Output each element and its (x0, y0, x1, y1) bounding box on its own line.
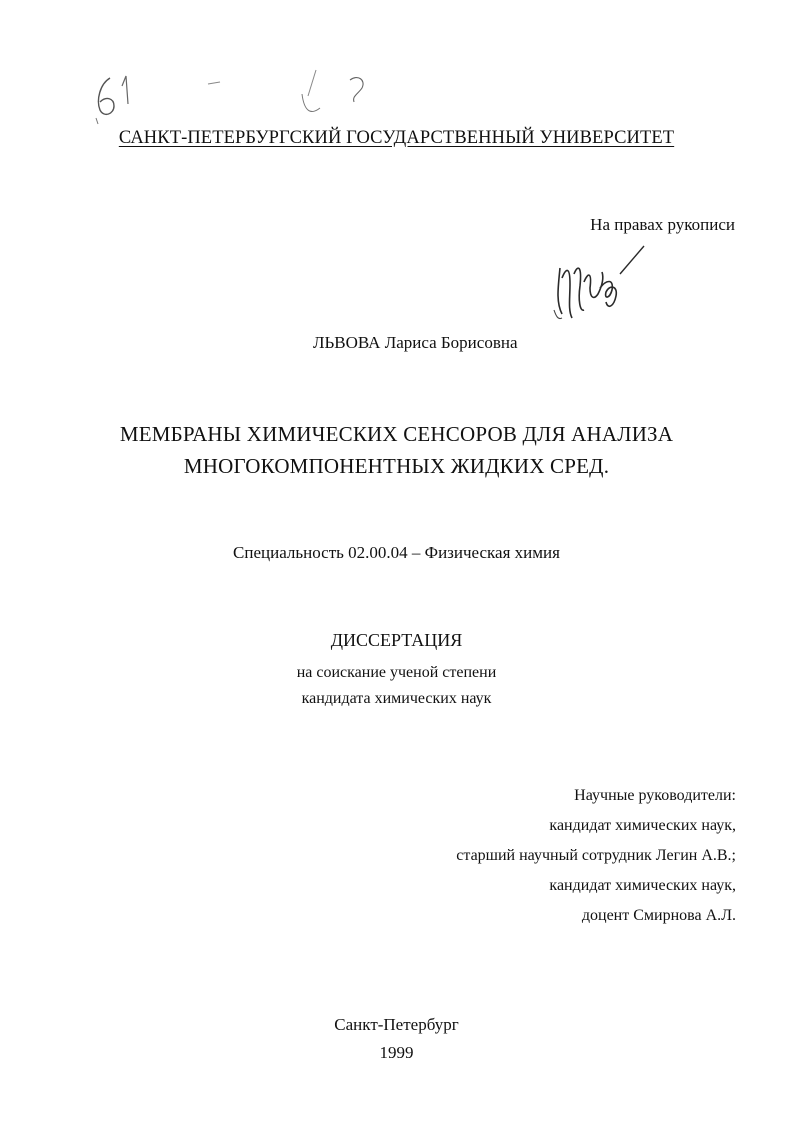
place-and-year (0, 1011, 793, 1067)
dissertation-title (0, 418, 793, 482)
supervisors-line: старший научный сотрудник Легин А.В.; (456, 847, 736, 864)
work-type-heading: ДИССЕРТАЦИЯ (330, 630, 463, 650)
degree-description (0, 660, 793, 712)
university-name: САНКТ-ПЕТЕРБУРГСКИЙ ГОСУДАРСТВЕННЫЙ УНИВЕРСИТЕТ (118, 128, 675, 148)
title-line: МНОГОКОМПОНЕНТНЫХ ЖИДКИХ СРЕД. (183, 454, 610, 478)
degree-line: кандидата химических наук (301, 690, 492, 707)
city: Санкт-Петербург (334, 1015, 459, 1034)
supervisors-line: кандидат химических наук, (549, 877, 736, 894)
archive-handwritten-mark (88, 66, 378, 136)
author-name: ЛЬВОВА Лариса Борисовна (313, 333, 518, 352)
specialty: Специальность 02.00.04 – Физическая химия (233, 543, 560, 562)
year: 1999 (379, 1043, 414, 1062)
supervisors-line: доцент Смирнова А.Л. (581, 907, 736, 924)
title-line: МЕМБРАНЫ ХИМИЧЕСКИХ СЕНСОРОВ ДЛЯ АНАЛИЗА (119, 422, 674, 446)
supervisors-line: кандидат химических наук, (549, 817, 736, 834)
degree-line: на соискание ученой степени (296, 664, 497, 681)
supervisors-line: Научные руководители: (574, 787, 736, 804)
author-signature (548, 238, 668, 328)
manuscript-rights-note: На правах рукописи (590, 215, 735, 234)
scientific-supervisors (456, 781, 736, 931)
